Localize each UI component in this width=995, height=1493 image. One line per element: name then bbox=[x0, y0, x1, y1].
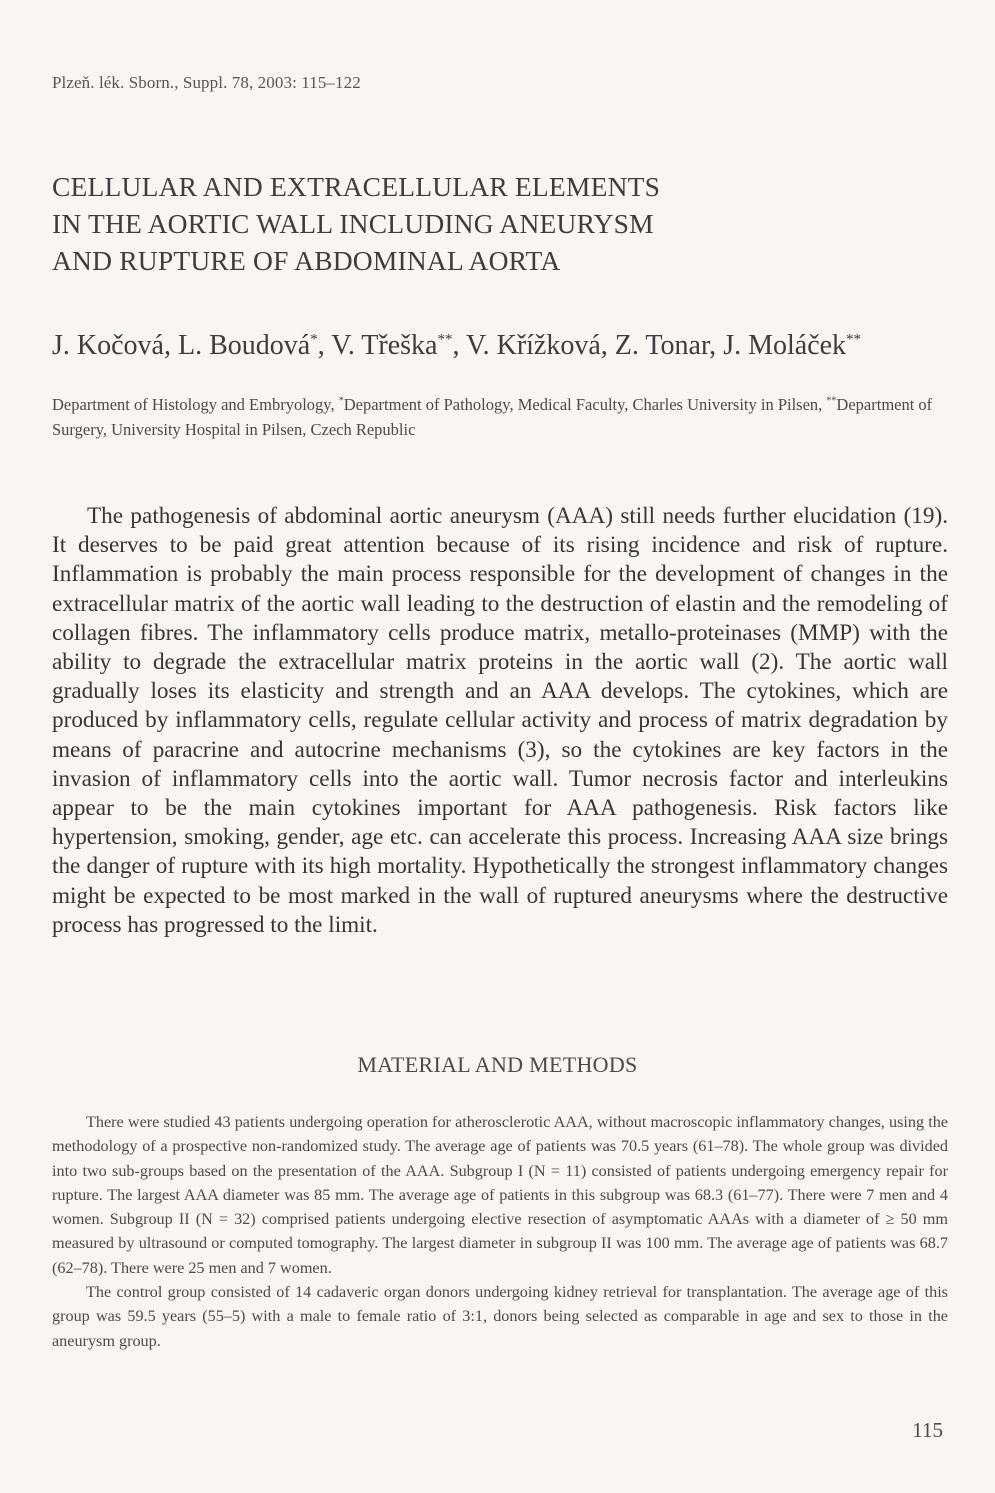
author-6: J. Moláček bbox=[723, 330, 847, 361]
methods-body bbox=[52, 1110, 948, 1353]
title-line-3: AND RUPTURE OF ABDOMINAL AORTA bbox=[52, 245, 561, 276]
title-line-2: IN THE AORTIC WALL INCLUDING ANEURYSM bbox=[52, 208, 654, 239]
journal-reference: Plzeň. lék. Sborn., Suppl. 78, 2003: 115–122 bbox=[52, 73, 361, 92]
methods-paragraph-2: The control group consisted of 14 cadaveric organ donors undergoing kidney retrieval for transplantation. The average age of this group was 59.5 years (55–5) with a male to female ratio of 3:1, donors being selected as comparable in age and sex to those in the aneurysm group. bbox=[52, 1283, 948, 1350]
methods-paragraph-1: There were studied 43 patients undergoing operation for atherosclerotic AAA, without macroscopic inflammatory changes, using the methodology of a prospective non-randomized study. The average age of patients was 70.5 years (61–78). The whole group was divided into two sub-groups based on the presentation of the AAA. Subgroup I (N = 11) consisted of patients undergoing emergency repair for rupture. The largest AAA diameter was 85 mm. The average age of patients in this subgroup was 68.3 (61–77). There were 7 men and 4 women. Subgroup II (N = 32) comprised patients undergoing elective resection of asymptomatic AAAs with a diameter of ≥ 50 mm measured by ultrasound or computed tomography. The largest diameter in subgroup II was 100 mm. The average age of patients was 68.7 (62–78). There were 25 men and 7 women. bbox=[52, 1113, 948, 1277]
author-4: V. Křížková, bbox=[466, 330, 615, 361]
paper-title bbox=[52, 168, 952, 279]
author-2-affiliation-mark: * bbox=[310, 331, 318, 348]
author-3: V. Třeška bbox=[331, 330, 438, 361]
affiliation-mark-1: * bbox=[338, 395, 344, 407]
author-1: J. Kočová, bbox=[52, 330, 178, 361]
author-2: L. Boudová bbox=[177, 330, 311, 361]
author-separator: , bbox=[317, 330, 332, 361]
title-line-1: CELLULAR AND EXTRACELLULAR ELEMENTS bbox=[52, 171, 661, 202]
affiliation-part-2: Department of Pathology, Medical Faculty, Charles University in Pilsen, bbox=[343, 395, 827, 414]
affiliation-part-3: Department of Surgery, University Hospital in Pilsen, Czech Republic bbox=[52, 395, 933, 439]
abstract-paragraph: The pathogenesis of abdominal aortic aneurysm (AAA) still needs further elucidation (19). It deserves to be paid great attention because of its rising incidence and risk of rupture. Inflammation is probably the main process responsible for the development of changes in the extracellular matrix of the aortic wall leading to the destruction of elastin and the remodeling of collagen fibres. The inflammatory cells produce matrix, metallo-proteinases (MMP) with the ability to degrade the extracellular matrix proteins in the aortic wall (2). The aortic wall gradually loses its elasticity and strength and an AAA develops. The cytokines, which are produced by inflammatory cells, regulate cellular activity and process of matrix degradation by means of paracrine and autocrine mechanisms (3), so the cytokines are key factors in the invasion of inflammatory cells into the aortic wall. Tumor necrosis factor and interleukins appear to be the main cytokines important for AAA pathogenesis. Risk factors like hypertension, smoking, gender, age etc. can accelerate this process. Increasing AAA size brings the danger of rupture with its high mortality. Hypothetically the strongest inflammatory changes might be expected to be most marked in the wall of ruptured aneurysms where the destructive process has progressed to the limit. bbox=[52, 503, 948, 938]
affiliation-part-1: Department of Histology and Embryology, bbox=[52, 395, 339, 414]
affiliation bbox=[52, 392, 952, 442]
author-6-affiliation-mark: ** bbox=[846, 331, 862, 348]
author-list bbox=[52, 330, 861, 362]
author-5: Z. Tonar, bbox=[614, 330, 724, 361]
author-separator: , bbox=[452, 330, 466, 361]
section-heading-methods: MATERIAL AND METHODS bbox=[357, 1052, 638, 1077]
author-3-affiliation-mark: ** bbox=[437, 331, 453, 348]
page-number: 115 bbox=[912, 1418, 943, 1442]
affiliation-mark-2: ** bbox=[826, 395, 837, 407]
